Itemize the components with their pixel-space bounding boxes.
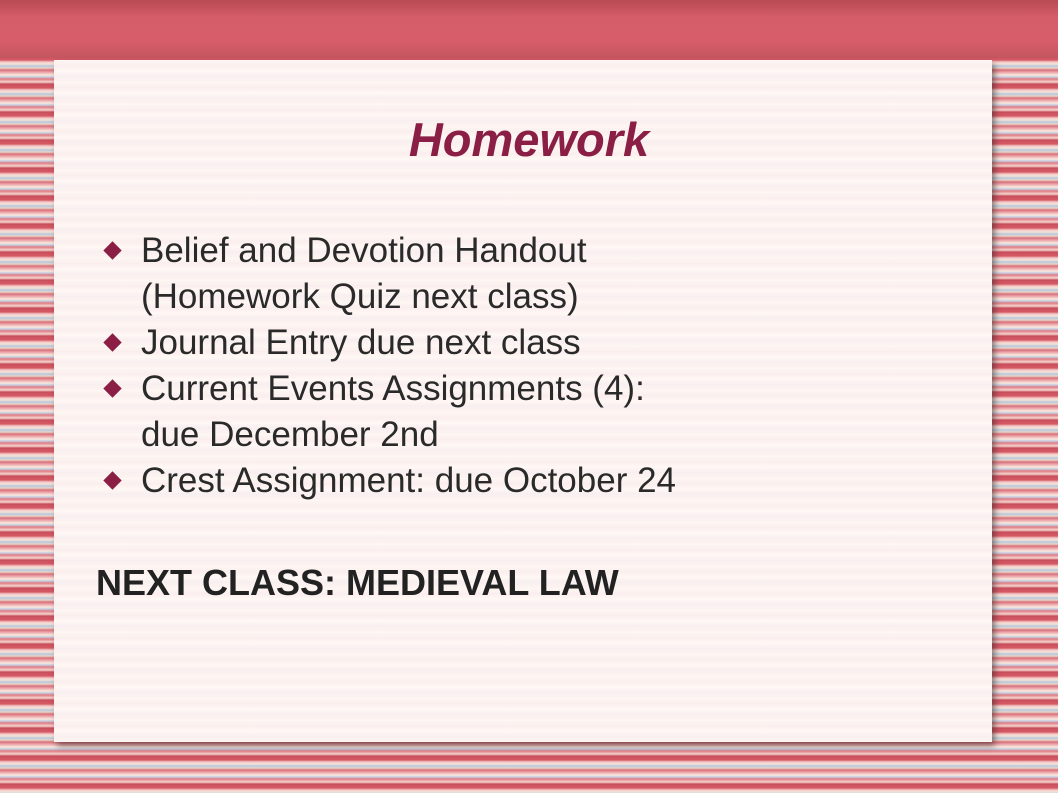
- list-item-text-continued: (Homework Quiz next class): [141, 277, 579, 316]
- list-item-text-continued: due December 2nd: [141, 415, 439, 454]
- list-item-text: Crest Assignment: due October 24: [141, 461, 676, 500]
- list-item-text: Belief and Devotion Handout: [141, 231, 587, 270]
- list-item-text: Current Events Assignments (4):: [141, 369, 645, 408]
- slide-title: Homework: [408, 113, 650, 166]
- list-item: [96, 320, 936, 366]
- diamond-bullet-icon: [103, 333, 121, 351]
- diamond-bullet-icon: [103, 379, 121, 397]
- decorative-top-band: [0, 0, 1058, 58]
- list-item: [96, 366, 936, 458]
- diamond-bullet-icon: [103, 241, 121, 259]
- next-class-note: NEXT CLASS: MEDIEVAL LAW: [96, 562, 619, 603]
- list-item: [96, 228, 936, 320]
- list-item-text: Journal Entry due next class: [141, 323, 581, 362]
- list-item: [96, 458, 936, 504]
- homework-list: [96, 228, 936, 504]
- diamond-bullet-icon: [103, 471, 121, 489]
